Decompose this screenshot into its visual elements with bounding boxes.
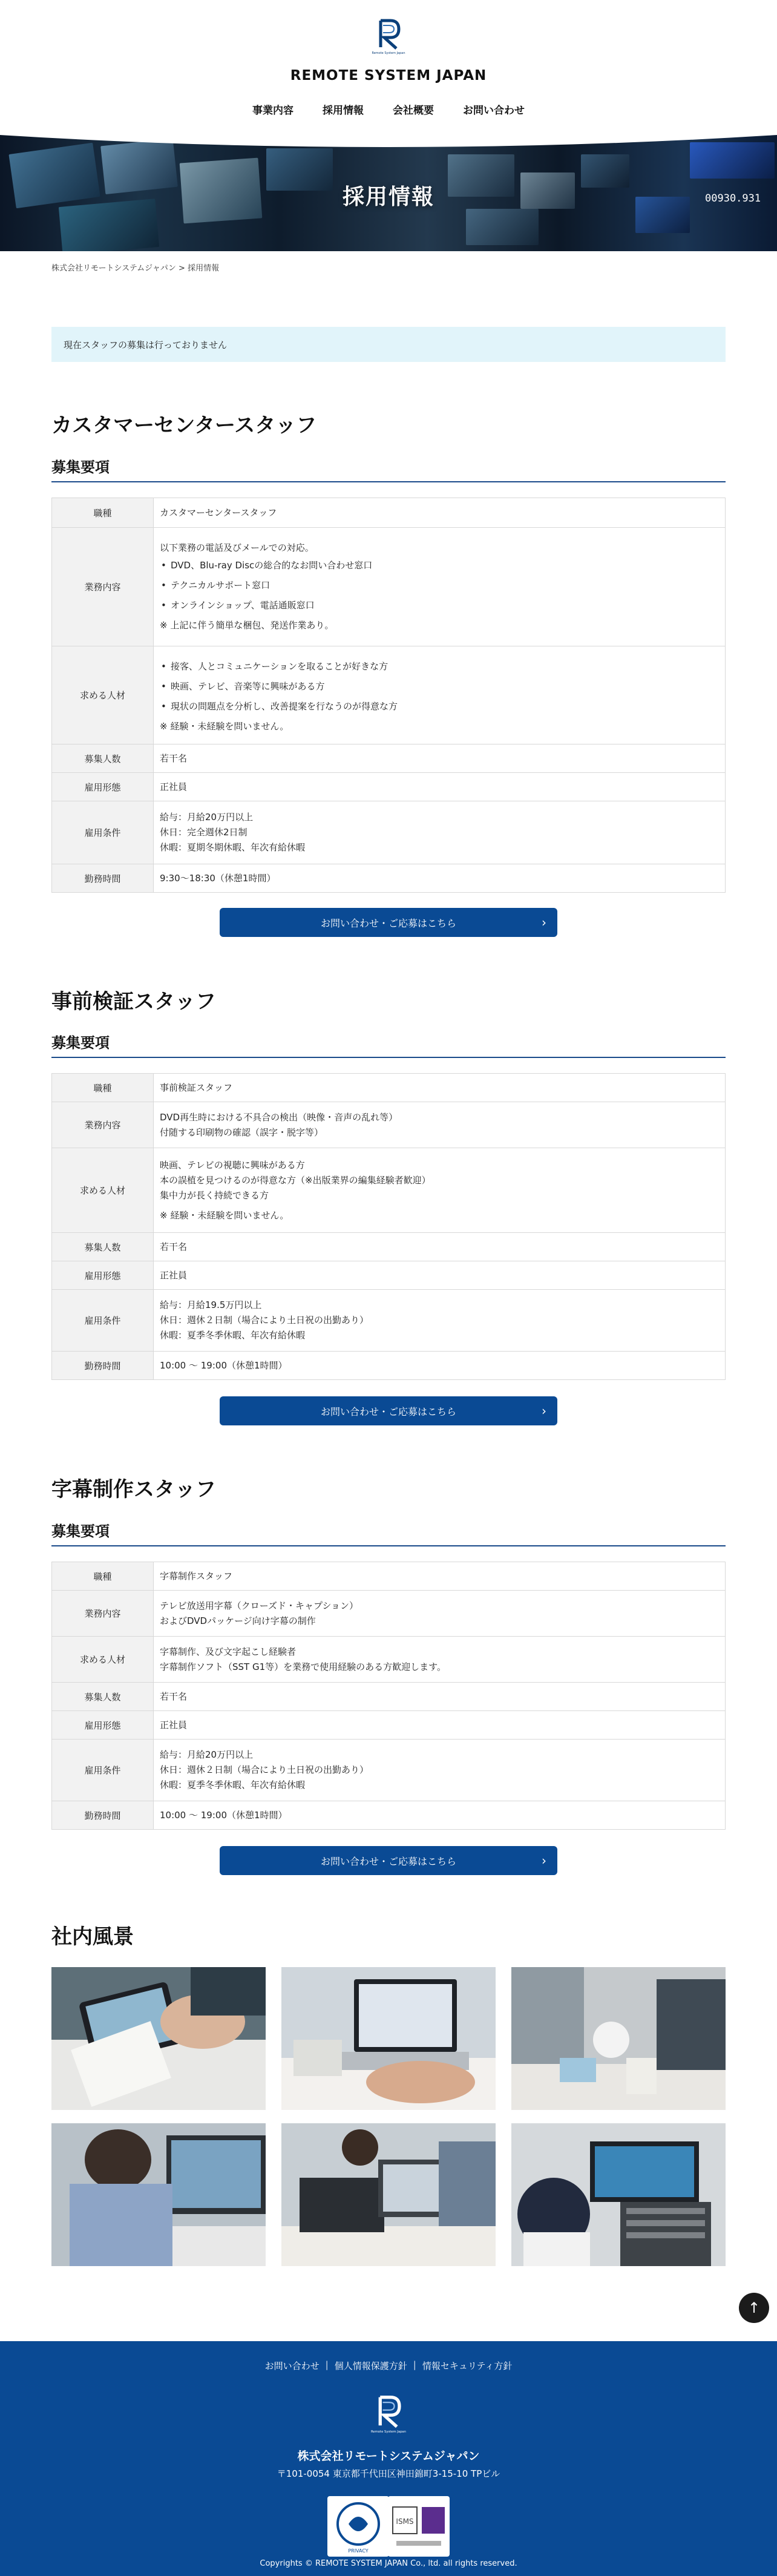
talent-line: 本の誤植を見つけるのが得意な方（※出版業界の編集経験者歓迎） <box>160 1174 431 1186</box>
site-footer <box>0 2341 777 2576</box>
row-label: 業務内容 <box>52 1591 154 1637</box>
table-row <box>52 1074 726 1102</box>
footer-link-privacy[interactable]: 個人情報保護方針 <box>334 2361 407 2371</box>
job-title-subtitle-production: 字幕制作スタッフ <box>51 1477 216 1502</box>
row-label: 職種 <box>52 498 154 528</box>
talent-line: 字幕制作ソフト（SST G1等）を業務で使用経験のある方歓迎します。 <box>160 1661 446 1672</box>
office-photo-disc-inspection <box>511 1967 726 2110</box>
footer-address: 〒101-0054 東京都千代田区神田錦町3-15-10 TPビル <box>277 2468 500 2479</box>
row-value <box>154 1637 726 1683</box>
hero-screen-tile <box>466 209 539 245</box>
row-label: 募集人数 <box>52 744 154 773</box>
requirements-table <box>51 1073 726 1380</box>
footer-nav <box>0 2359 777 2372</box>
condition-line: 給与：月給20万円以上 <box>160 1749 254 1760</box>
table-row <box>52 498 726 528</box>
condition-line: 給与：月給20万円以上 <box>160 812 254 823</box>
footer-link-contact[interactable]: お問い合わせ <box>264 2361 320 2371</box>
isms-badge-text: ISMS <box>396 2517 414 2526</box>
copyright: Copyrights © REMOTE SYSTEM JAPAN Co., ltd. all rights reserved. <box>260 2559 517 2568</box>
row-value <box>154 1740 726 1801</box>
condition-line: 休暇：夏期冬期休暇、年次有給休暇 <box>160 842 306 853</box>
list-item: • オンラインショップ、電話通販窓口 <box>160 598 719 613</box>
site-header <box>0 0 777 130</box>
table-row <box>52 1290 726 1352</box>
duty-line: 付随する印刷物の確認（誤字・脱字等） <box>160 1126 324 1138</box>
apply-button-label: お問い合わせ・ご応募はこちら <box>320 917 456 929</box>
talent-note: ※ 経験・未経験を問いません。 <box>160 1209 289 1221</box>
row-label: 業務内容 <box>52 1102 154 1148</box>
apply-button[interactable] <box>220 908 557 937</box>
row-value: 正社員 <box>154 1261 726 1290</box>
office-photo-monitor-check <box>51 2123 266 2266</box>
row-label: 求める人材 <box>52 1148 154 1233</box>
list-item: • DVD、Blu-ray Discの総合的なお問い合わせ窓口 <box>160 558 719 573</box>
hero-clock: 00930.931 <box>705 192 761 205</box>
row-value <box>154 801 726 864</box>
condition-line: 休暇：夏季冬季休暇、年次有給休暇 <box>160 1330 306 1341</box>
table-row <box>52 528 726 646</box>
row-value <box>154 646 726 744</box>
job-title-pre-verification: 事前検証スタッフ <box>51 990 216 1014</box>
office-photo-equipment-rack <box>511 2123 726 2266</box>
office-photo-laptop <box>281 1967 496 2110</box>
table-row <box>52 1683 726 1711</box>
row-value <box>154 1102 726 1148</box>
table-row <box>52 1261 726 1290</box>
footer-separator: | <box>413 2359 416 2370</box>
row-value <box>154 1148 726 1233</box>
row-value: 正社員 <box>154 1711 726 1740</box>
apply-button-label: お問い合わせ・ご応募はこちら <box>320 1855 456 1867</box>
row-value: 事前検証スタッフ <box>154 1074 726 1102</box>
table-row <box>52 1740 726 1801</box>
footer-logo-tagline: Remote System Japan <box>371 2430 406 2434</box>
condition-line: 休日：完全週休2日制 <box>160 827 248 838</box>
page-title: 採用情報 <box>342 185 434 209</box>
row-label: 求める人材 <box>52 1637 154 1683</box>
chevron-right-icon: › <box>542 1404 546 1418</box>
row-label: 募集人数 <box>52 1233 154 1261</box>
apply-button[interactable] <box>220 1396 557 1425</box>
condition-line: 休暇：夏季冬季休暇、年次有給休暇 <box>160 1779 306 1790</box>
condition-line: 休日：週休２日制（場合により土日祝の出勤あり） <box>160 1315 369 1326</box>
table-row <box>52 1801 726 1830</box>
row-value <box>154 528 726 646</box>
talent-line: 集中力が長く持続できる方 <box>160 1189 269 1201</box>
talent-line: 映画、テレビの視聴に興味がある方 <box>160 1159 305 1171</box>
nav-contact[interactable]: お問い合わせ <box>463 105 525 117</box>
duty-line: およびDVDパッケージ向け字幕の制作 <box>160 1615 316 1626</box>
footer-link-security[interactable]: 情報セキュリティ方針 <box>422 2361 513 2371</box>
table-row <box>52 646 726 744</box>
requirements-table <box>51 1562 726 1830</box>
row-label: 雇用条件 <box>52 1290 154 1352</box>
row-value: カスタマーセンタースタッフ <box>154 498 726 528</box>
condition-line: 休日：週休２日制（場合により土日祝の出勤あり） <box>160 1764 369 1775</box>
table-row <box>52 1562 726 1591</box>
apply-button-label: お問い合わせ・ご応募はこちら <box>320 1405 456 1418</box>
logo-tagline: Remote System Japan <box>372 51 405 55</box>
global-nav <box>0 102 777 117</box>
job-subtitle: 募集要項 <box>51 455 726 482</box>
nav-recruit[interactable]: 採用情報 <box>323 105 364 117</box>
row-value: 10:00 〜 19:00（休憩1時間） <box>154 1352 726 1380</box>
duty-line: テレビ放送用字幕（クローズド・キャプション） <box>160 1600 359 1611</box>
table-row <box>52 1102 726 1148</box>
row-value: 9:30〜18:30（休憩1時間） <box>154 864 726 893</box>
talent-note: ※ 経験・未経験を問いません。 <box>160 720 289 732</box>
row-label: 雇用形態 <box>52 773 154 801</box>
nav-company[interactable]: 会社概要 <box>393 105 434 117</box>
row-value: 若干名 <box>154 1683 726 1711</box>
office-photo-laptop-work <box>281 2123 496 2266</box>
row-label: 業務内容 <box>52 528 154 646</box>
row-label: 募集人数 <box>52 1683 154 1711</box>
breadcrumb: 株式会社リモートシステムジャパン > 採用情報 <box>51 264 220 273</box>
table-row <box>52 1711 726 1740</box>
arrow-up-icon: ↑ <box>747 2299 761 2316</box>
table-row <box>52 1352 726 1380</box>
duty-line: DVD再生時における不具合の検出（映像・音声の乱れ等） <box>160 1111 398 1123</box>
chevron-right-icon: › <box>542 915 546 930</box>
privacy-mark-icon <box>327 2496 389 2557</box>
footer-company-name: 株式会社リモートシステムジャパン <box>297 2450 480 2463</box>
table-row <box>52 744 726 773</box>
table-row <box>52 1148 726 1233</box>
talent-list <box>160 659 719 714</box>
back-to-top-button[interactable] <box>739 2293 769 2323</box>
row-value: 10:00 〜 19:00（休憩1時間） <box>154 1801 726 1830</box>
row-label: 雇用形態 <box>52 1711 154 1740</box>
table-row <box>52 1591 726 1637</box>
row-value <box>154 1591 726 1637</box>
row-value: 正社員 <box>154 773 726 801</box>
row-label: 求める人材 <box>52 646 154 744</box>
row-label: 勤務時間 <box>52 1801 154 1830</box>
hero-top-curve <box>0 130 777 154</box>
row-value: 若干名 <box>154 1233 726 1261</box>
row-label: 雇用形態 <box>52 1261 154 1290</box>
row-label: 勤務時間 <box>52 1352 154 1380</box>
list-item: • テクニカルサポート窓口 <box>160 578 719 593</box>
row-label: 職種 <box>52 1562 154 1591</box>
condition-line: 給与：月給19.5万円以上 <box>160 1300 262 1310</box>
row-value: 若干名 <box>154 744 726 773</box>
duty-intro: 以下業務の電話及びメールでの対応。 <box>160 542 314 553</box>
site-name: REMOTE SYSTEM JAPAN <box>290 68 487 84</box>
footer-logo-mark[interactable] <box>366 2390 411 2434</box>
row-label: 勤務時間 <box>52 864 154 893</box>
table-row <box>52 1233 726 1261</box>
duty-note: ※ 上記に伴う簡単な梱包、発送作業あり。 <box>160 620 334 631</box>
chevron-right-icon: › <box>542 1853 546 1868</box>
row-value: 字幕制作スタッフ <box>154 1562 726 1591</box>
list-item: • 接客、人とコミュニケーションを取ることが好きな方 <box>160 659 719 674</box>
hero-banner <box>0 130 777 251</box>
table-row <box>52 801 726 864</box>
list-item: • 現状の問題点を分析し、改善提案を行なうのが得意な方 <box>160 699 719 714</box>
privacy-badge-text: PRIVACY <box>348 2548 369 2554</box>
footer-separator: | <box>325 2359 329 2370</box>
list-item: • 映画、テレビ、音楽等に興味がある方 <box>160 679 719 694</box>
requirements-table <box>51 498 726 893</box>
job-title-customer-center: カスタマーセンタースタッフ <box>51 413 317 438</box>
row-value <box>154 1290 726 1352</box>
row-label: 雇用条件 <box>52 801 154 864</box>
job-subtitle: 募集要項 <box>51 1031 726 1058</box>
table-row <box>52 864 726 893</box>
isms-mark-icon <box>388 2496 450 2557</box>
row-label: 職種 <box>52 1074 154 1102</box>
office-photo-tablet <box>51 1967 266 2110</box>
logo-mark[interactable] <box>367 13 410 56</box>
nav-business[interactable]: 事業内容 <box>252 105 293 117</box>
office-scene-title: 社内風景 <box>51 1925 134 1949</box>
apply-button[interactable] <box>220 1846 557 1875</box>
talent-line: 字幕制作、及び文字起こし経験者 <box>160 1646 297 1657</box>
duty-list <box>160 558 719 613</box>
table-row <box>52 1637 726 1683</box>
row-label: 雇用条件 <box>52 1740 154 1801</box>
recruit-notice: 現在スタッフの募集は行っておりません <box>51 327 726 362</box>
table-row <box>52 773 726 801</box>
job-subtitle: 募集要項 <box>51 1519 726 1546</box>
